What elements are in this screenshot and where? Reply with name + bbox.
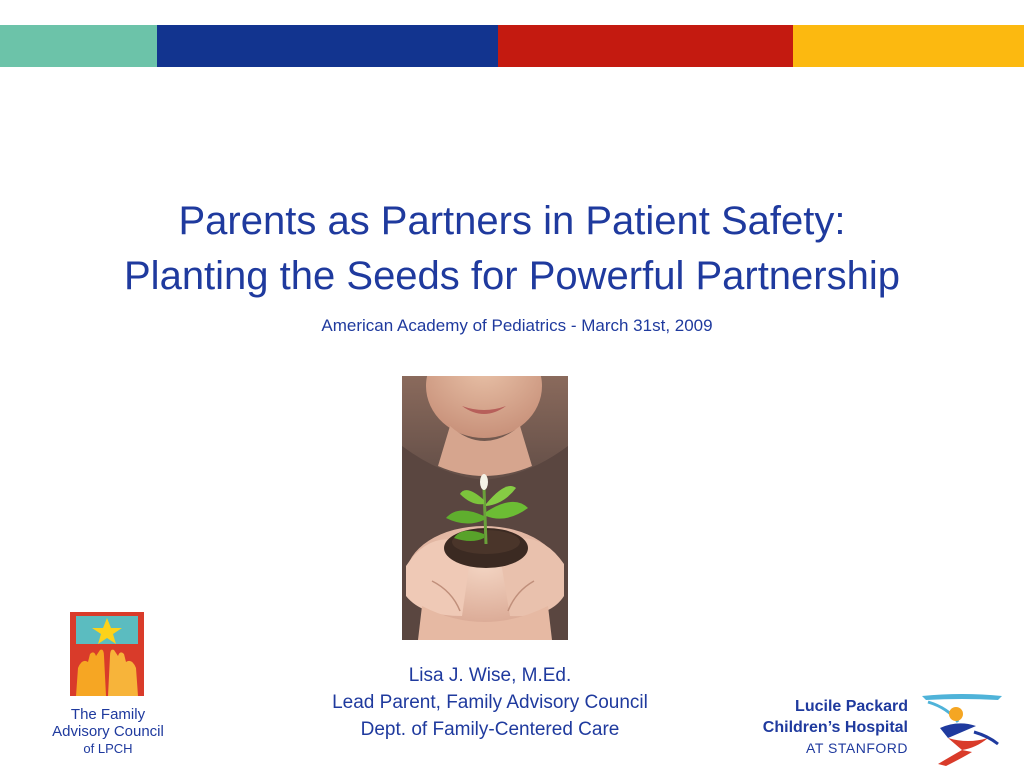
- slide-title: [0, 194, 1024, 304]
- hospital-name-line-1: Lucile Packard: [795, 698, 908, 715]
- family-council-emblem-icon: [70, 612, 144, 696]
- color-bar-teal: [0, 25, 157, 67]
- hospital-name-line-3: AT STANFORD: [806, 740, 908, 756]
- presenter-department: Dept. of Family-Centered Care: [360, 719, 620, 740]
- presenter-info: [290, 662, 690, 743]
- slide-subtitle: American Academy of Pediatrics - March 31st, 2009: [321, 316, 713, 335]
- family-council-line-2: Advisory Council: [52, 723, 164, 740]
- running-child-mark-icon: [918, 692, 1004, 766]
- family-council-line-3: of LPCH: [83, 741, 133, 756]
- lucile-packard-hospital-logo: [742, 692, 1012, 764]
- family-council-line-1: The Family: [70, 706, 146, 723]
- color-bar-yellow: [793, 25, 1024, 67]
- family-advisory-council-logo: [36, 612, 186, 762]
- color-bar-red: [498, 25, 793, 67]
- title-line-2: Planting the Seeds for Powerful Partnership: [124, 254, 900, 298]
- presenter-name: Lisa J. Wise, M.Ed.: [408, 665, 572, 686]
- color-bar-navy: [157, 25, 498, 67]
- hospital-name-line-2: Children’s Hospital: [762, 719, 908, 736]
- title-line-1: Parents as Partners in Patient Safety:: [178, 199, 846, 243]
- hands-holding-seedling-photo: [402, 376, 568, 640]
- header-color-bar: [0, 25, 1024, 67]
- presenter-role: Lead Parent, Family Advisory Council: [332, 692, 648, 713]
